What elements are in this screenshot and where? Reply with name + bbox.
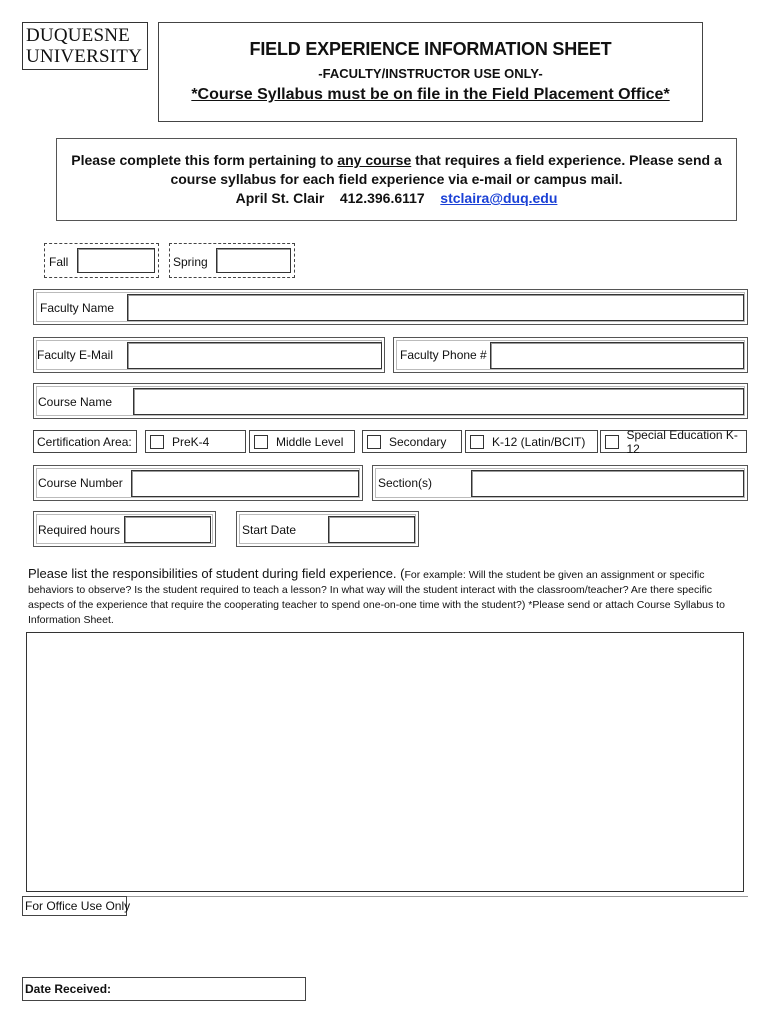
contact-email-link[interactable]: stclaira@duq.edu [440, 190, 558, 206]
cert-option-special-education[interactable] [600, 427, 747, 456]
course-name-label: Course Name [38, 395, 113, 409]
faculty-name-label: Faculty Name [40, 301, 115, 315]
logo-line-1: DUQUESNE [26, 25, 130, 46]
instructions-line-1 [57, 151, 736, 170]
fall-label: Fall [49, 255, 69, 269]
contact-phone: 412.396.6117 [339, 190, 425, 206]
cert-label-special-education: Special Education K-12 [626, 427, 738, 456]
faculty-phone-group [393, 337, 748, 373]
faculty-email-group [33, 337, 385, 373]
certification-area-label: Certification Area: [37, 435, 132, 449]
course-number-label: Course Number [38, 476, 123, 490]
checkbox-secondary[interactable] [367, 435, 381, 449]
header-box [158, 22, 703, 122]
start-date-label: Start Date [242, 523, 297, 537]
cert-option-prek4[interactable] [145, 430, 246, 453]
faculty-email-label: Faculty E-Mail [37, 348, 114, 362]
instructions-text-b: that requires a field experience. Please send a [411, 152, 722, 168]
faculty-name-group [33, 289, 748, 325]
cert-option-k12-latin-bcit[interactable] [465, 430, 598, 453]
instructions-text-a: Please complete this form pertaining to [71, 152, 338, 168]
checkbox-special-education[interactable] [605, 435, 619, 449]
form-subtitle: -FACULTY/INSTRUCTOR USE ONLY- [318, 66, 543, 81]
form-title: FIELD EXPERIENCE INFORMATION SHEET [249, 39, 612, 59]
fall-input[interactable] [77, 248, 155, 273]
spring-label: Spring [173, 255, 208, 269]
start-date-group [236, 511, 419, 547]
required-hours-input[interactable] [124, 516, 211, 543]
required-hours-label: Required hours [38, 523, 121, 537]
start-date-input[interactable] [328, 516, 415, 543]
sections-label: Section(s) [378, 476, 433, 490]
contact-line [57, 189, 736, 208]
cert-option-secondary[interactable] [362, 430, 462, 453]
office-use-label: For Office Use Only [25, 899, 131, 913]
course-number-group [33, 465, 363, 501]
required-hours-group [33, 511, 216, 547]
certification-label-box [33, 430, 137, 453]
logo-line-2: UNIVERSITY [26, 46, 142, 67]
faculty-email-input[interactable] [127, 342, 382, 369]
course-name-input[interactable] [133, 388, 744, 415]
course-name-group [33, 383, 748, 419]
office-divider [24, 896, 748, 897]
responsibilities-lead: Please list the responsibilities of student during field experience. ( [28, 566, 405, 581]
cert-label-middle-level: Middle Level [276, 434, 344, 449]
spring-input[interactable] [216, 248, 291, 273]
course-number-input[interactable] [131, 470, 359, 497]
instructions-box [56, 138, 737, 221]
faculty-phone-label: Faculty Phone # [400, 348, 487, 362]
cert-label-k12-latin-bcit: K-12 (Latin/BCIT) [492, 434, 586, 449]
syllabus-note: *Course Syllabus must be on file in the Field Placement Office* [191, 86, 670, 103]
university-logo [22, 22, 148, 70]
cert-label-prek4: PreK-4 [172, 434, 210, 449]
instructions-line-2: course syllabus for each field experience via e-mail or campus mail. [170, 171, 623, 187]
office-use-label-box [22, 896, 131, 916]
contact-name: April St. Clair [235, 190, 325, 206]
spring-group [169, 243, 295, 278]
date-received-box[interactable] [22, 977, 306, 1001]
sections-input[interactable] [471, 470, 744, 497]
responsibilities-body: For example: Will the student be given an assignment or specific behaviors to observe? Is the student required to teach a lesson? In what way will the student interact with the classroom/teacher? Are there specific aspects of the experience that require the cooperating teacher to spend one-on-one time with the student?) *Please send or attach Course Syllabus to Information Sheet. [28, 569, 725, 626]
checkbox-k12-latin-bcit[interactable] [470, 435, 484, 449]
date-received-label: Date Received: [25, 982, 112, 996]
cert-label-secondary: Secondary [389, 434, 447, 449]
checkbox-prek4[interactable] [150, 435, 164, 449]
faculty-name-input[interactable] [127, 294, 744, 321]
responsibilities-prompt [28, 566, 748, 628]
sections-group [372, 465, 748, 501]
fall-group [44, 243, 159, 278]
cert-option-middle-level[interactable] [249, 430, 355, 453]
faculty-phone-input[interactable] [490, 342, 744, 369]
checkbox-middle-level[interactable] [254, 435, 268, 449]
responsibilities-textarea[interactable] [26, 632, 744, 892]
instructions-emphasis: any course [337, 152, 412, 168]
